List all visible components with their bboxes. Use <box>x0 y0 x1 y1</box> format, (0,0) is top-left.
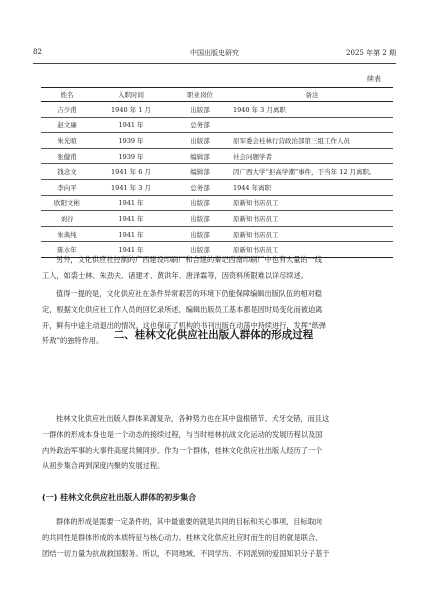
header-rule <box>33 63 396 64</box>
cell-join-date: 1941 年 6 月 <box>93 164 169 180</box>
cell-position: 出版部 <box>169 226 231 242</box>
cell-position: 总务部 <box>169 117 231 133</box>
table-continued-label: 续表 <box>367 75 381 83</box>
paragraph-line: 的共同性是群体形成的本质特征与核心动力。桂林文化供应社应时而生的目的就是联合、 <box>42 532 323 542</box>
paragraph-group-formation <box>42 514 389 561</box>
paragraph-printing-workers <box>42 252 389 284</box>
paragraph-line: 团结一切力量为抗战救国服务。所以，不同地域、不同学历、不同派别的爱国知识分子基于 <box>42 548 330 558</box>
cell-remarks: 原新知书店员工 <box>231 195 393 211</box>
paragraph-line: 桂林文化供应社出版人群体来源复杂，各种势力也在其中盘根错节、犬牙交错，而且这 <box>56 414 330 423</box>
cell-remarks: 社会问题学者 <box>231 148 393 164</box>
cell-position: 出版部 <box>169 195 231 211</box>
table-row <box>41 211 393 227</box>
cell-name: 朱光暄 <box>41 133 93 149</box>
section-heading: 二、桂林文化供应社出版人群体的形成过程 <box>113 329 314 341</box>
cell-name: 赵文廉 <box>41 117 93 133</box>
table-row <box>41 179 393 195</box>
cell-remarks: 1940 年 3 月离职 <box>231 102 393 118</box>
table-header-row <box>41 88 393 102</box>
cell-join-date: 1939 年 <box>93 133 169 149</box>
paragraph-line: 定，根据文化供应社工作人员的回忆录所述，编辑出版员工基本都是因时局变化而被迫离 <box>42 304 323 314</box>
cell-remarks: 1944 年离职 <box>231 179 393 195</box>
paragraph-line: 从初步集合再到深度内聚的发展过程。 <box>42 461 165 471</box>
paragraph-group-origins <box>42 411 389 474</box>
table-row <box>41 102 393 118</box>
paragraph-line: 值得一提的是，文化供应社在条件异常艰苦的环境下仍能保障编辑出版队伍的相对稳 <box>56 289 322 298</box>
staff-table <box>41 87 393 258</box>
cell-remarks: 原新知书店员工 <box>231 242 393 258</box>
subsection-heading: (一) 桂林文化供应社出版人群体的初步集合 <box>42 493 197 502</box>
paragraph-line: 工人，如裘士林、朱劲夫、诸建才、黄洪年、唐泽霖等，因资料所限难以详尽续述。 <box>42 270 308 280</box>
column-header-remarks: 备注 <box>231 88 393 102</box>
cell-join-date: 1941 年 <box>93 195 169 211</box>
column-header-name: 姓名 <box>41 88 93 102</box>
table-row <box>41 226 393 242</box>
cell-join-date: 1941 年 <box>93 226 169 242</box>
cell-name: 吉少甫 <box>41 102 93 118</box>
cell-join-date: 1941 年 <box>93 117 169 133</box>
table-row <box>41 195 393 211</box>
cell-name: 刘谷 <box>41 211 93 227</box>
cell-position: 编辑部 <box>169 148 231 164</box>
cell-remarks: 原新知书店员工 <box>231 211 393 227</box>
cell-join-date: 1941 年 <box>93 242 169 258</box>
cell-remarks: 因广西大学“拒高学潮”事件，于当年 12 月离职。 <box>231 164 393 180</box>
issue-label: 2025 年第 2 期 <box>346 49 396 57</box>
table-row <box>41 117 393 133</box>
cell-join-date: 1941 年 <box>93 211 169 227</box>
cell-join-date: 1939 年 <box>93 148 169 164</box>
cell-name: 张健甫 <box>41 148 93 164</box>
cell-position: 总务部 <box>169 179 231 195</box>
cell-remarks: 原军委会桂林行营政治部第三组工作人员 <box>231 133 393 149</box>
journal-title: 中国出版史研究 <box>190 49 239 57</box>
cell-remarks: 原新知书店员工 <box>231 226 393 242</box>
page-number: 82 <box>33 48 42 56</box>
column-header-position: 职业岗位 <box>169 88 231 102</box>
column-header-join-date: 入职时间 <box>93 88 169 102</box>
paragraph-line: 开，鲜有中途主动退出的情况。这也保证了机构的书刊出版在动荡中持续进行，发挥“纸弹 <box>42 320 326 330</box>
cell-join-date: 1941 年 3 月 <box>93 179 169 195</box>
cell-position: 出版部 <box>169 133 231 149</box>
table-row <box>41 164 393 180</box>
paragraph-line: 一群体的形成本身也是一个动态的接续过程，与当时桂林抗战文化运动的发展历程以及国 <box>42 429 323 439</box>
cell-position: 编辑部 <box>169 164 231 180</box>
table-row <box>41 148 393 164</box>
cell-remarks <box>231 117 393 133</box>
table-row <box>41 133 393 149</box>
cell-name: 钱念文 <box>41 164 93 180</box>
cell-name: 朱典纯 <box>41 226 93 242</box>
cell-name: 李向平 <box>41 179 93 195</box>
page-header <box>33 46 396 60</box>
paragraph-line: 内外政治军事的大事件高度共频同步。作为一个群体，桂林文化供应社出版人经历了一个 <box>42 445 323 455</box>
cell-name: 陈水年 <box>41 242 93 258</box>
paragraph-line: 歼敌”的独特作用。 <box>42 336 104 346</box>
cell-join-date: 1940 年 1 月 <box>93 102 169 118</box>
cell-name: 欧阳文彬 <box>41 195 93 211</box>
paragraph-line: 群体的形成是需要一定条件的，其中最重要的就是共同的目标和关心事项，目标取向 <box>56 517 322 526</box>
paragraph-line: 另外，文化供应社控制的广西建设印刷厂和合建的秦记西南印刷厂中也有大量的一线 <box>56 255 322 264</box>
cell-position: 出版部 <box>169 102 231 118</box>
cell-position: 出版部 <box>169 211 231 227</box>
cell-position: 出版部 <box>169 242 231 258</box>
